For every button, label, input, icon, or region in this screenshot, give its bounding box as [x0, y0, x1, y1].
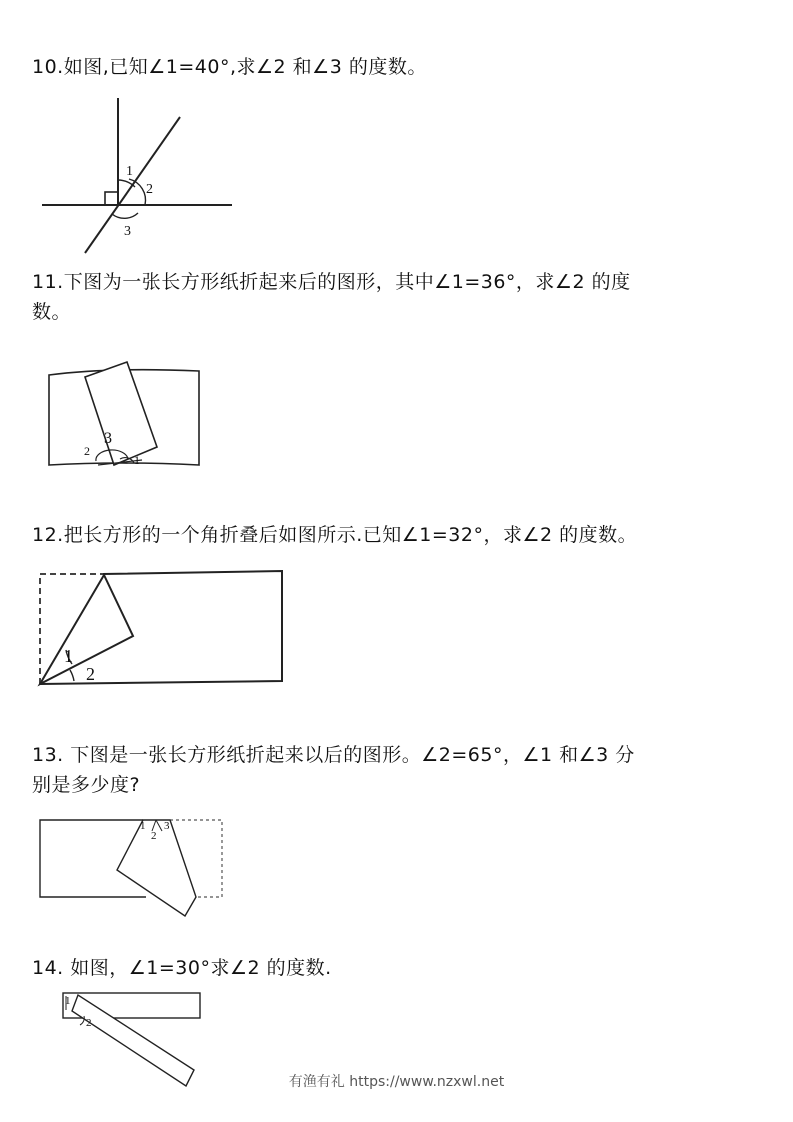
angle-label-1: 1	[64, 646, 73, 666]
angle-label-1: 1	[140, 820, 146, 832]
angle-label-3: 3	[104, 430, 112, 447]
angle-label-2: 2	[151, 830, 157, 842]
question-11-line-1: 11.下图为一张长方形纸折起来后的图形，其中∠1=36°，求∠2 的度	[32, 271, 631, 293]
angle-label-2: 2	[86, 1017, 92, 1029]
angle-label-1: 1	[126, 164, 133, 179]
angle-label-2: 2	[146, 182, 153, 197]
angle-diagram	[40, 95, 240, 255]
question-13-figure	[36, 815, 231, 925]
question-12-figure	[36, 566, 286, 691]
footer-watermark: 有渔有礼 https://www.nzxwl.net	[288, 1074, 505, 1090]
question-11-figure	[40, 355, 210, 475]
question-12-text: 12.把长方形的一个角折叠后如图所示.已知∠1=32°，求∠2 的度数。	[32, 524, 638, 546]
folded-strip-diagram	[36, 815, 231, 925]
question-10-figure	[40, 95, 240, 255]
question-14-text: 14. 如图，∠1=30°求∠2 的度数.	[32, 957, 332, 979]
folded-paper-diagram	[40, 355, 210, 475]
folded-corner-diagram	[36, 566, 286, 691]
question-10-text: 10.如图,已知∠1=40°,求∠2 和∠3 的度数。	[32, 56, 427, 78]
angle-label-3: 3	[124, 224, 131, 239]
angle-label-2: 2	[84, 444, 90, 458]
angle-label-3: 3	[164, 820, 170, 832]
question-13-line-1: 13. 下图是一张长方形纸折起来以后的图形。∠2=65°，∠1 和∠3 分	[32, 744, 635, 766]
question-11-line-2: 数。	[32, 301, 72, 323]
question-11-text	[32, 267, 631, 327]
question-13-text	[32, 740, 635, 800]
angle-label-1: 1	[134, 453, 140, 467]
angle-label-2: 2	[86, 664, 95, 684]
angle-label-1: 1	[65, 995, 71, 1007]
question-13-line-2: 别是多少度?	[32, 774, 141, 796]
